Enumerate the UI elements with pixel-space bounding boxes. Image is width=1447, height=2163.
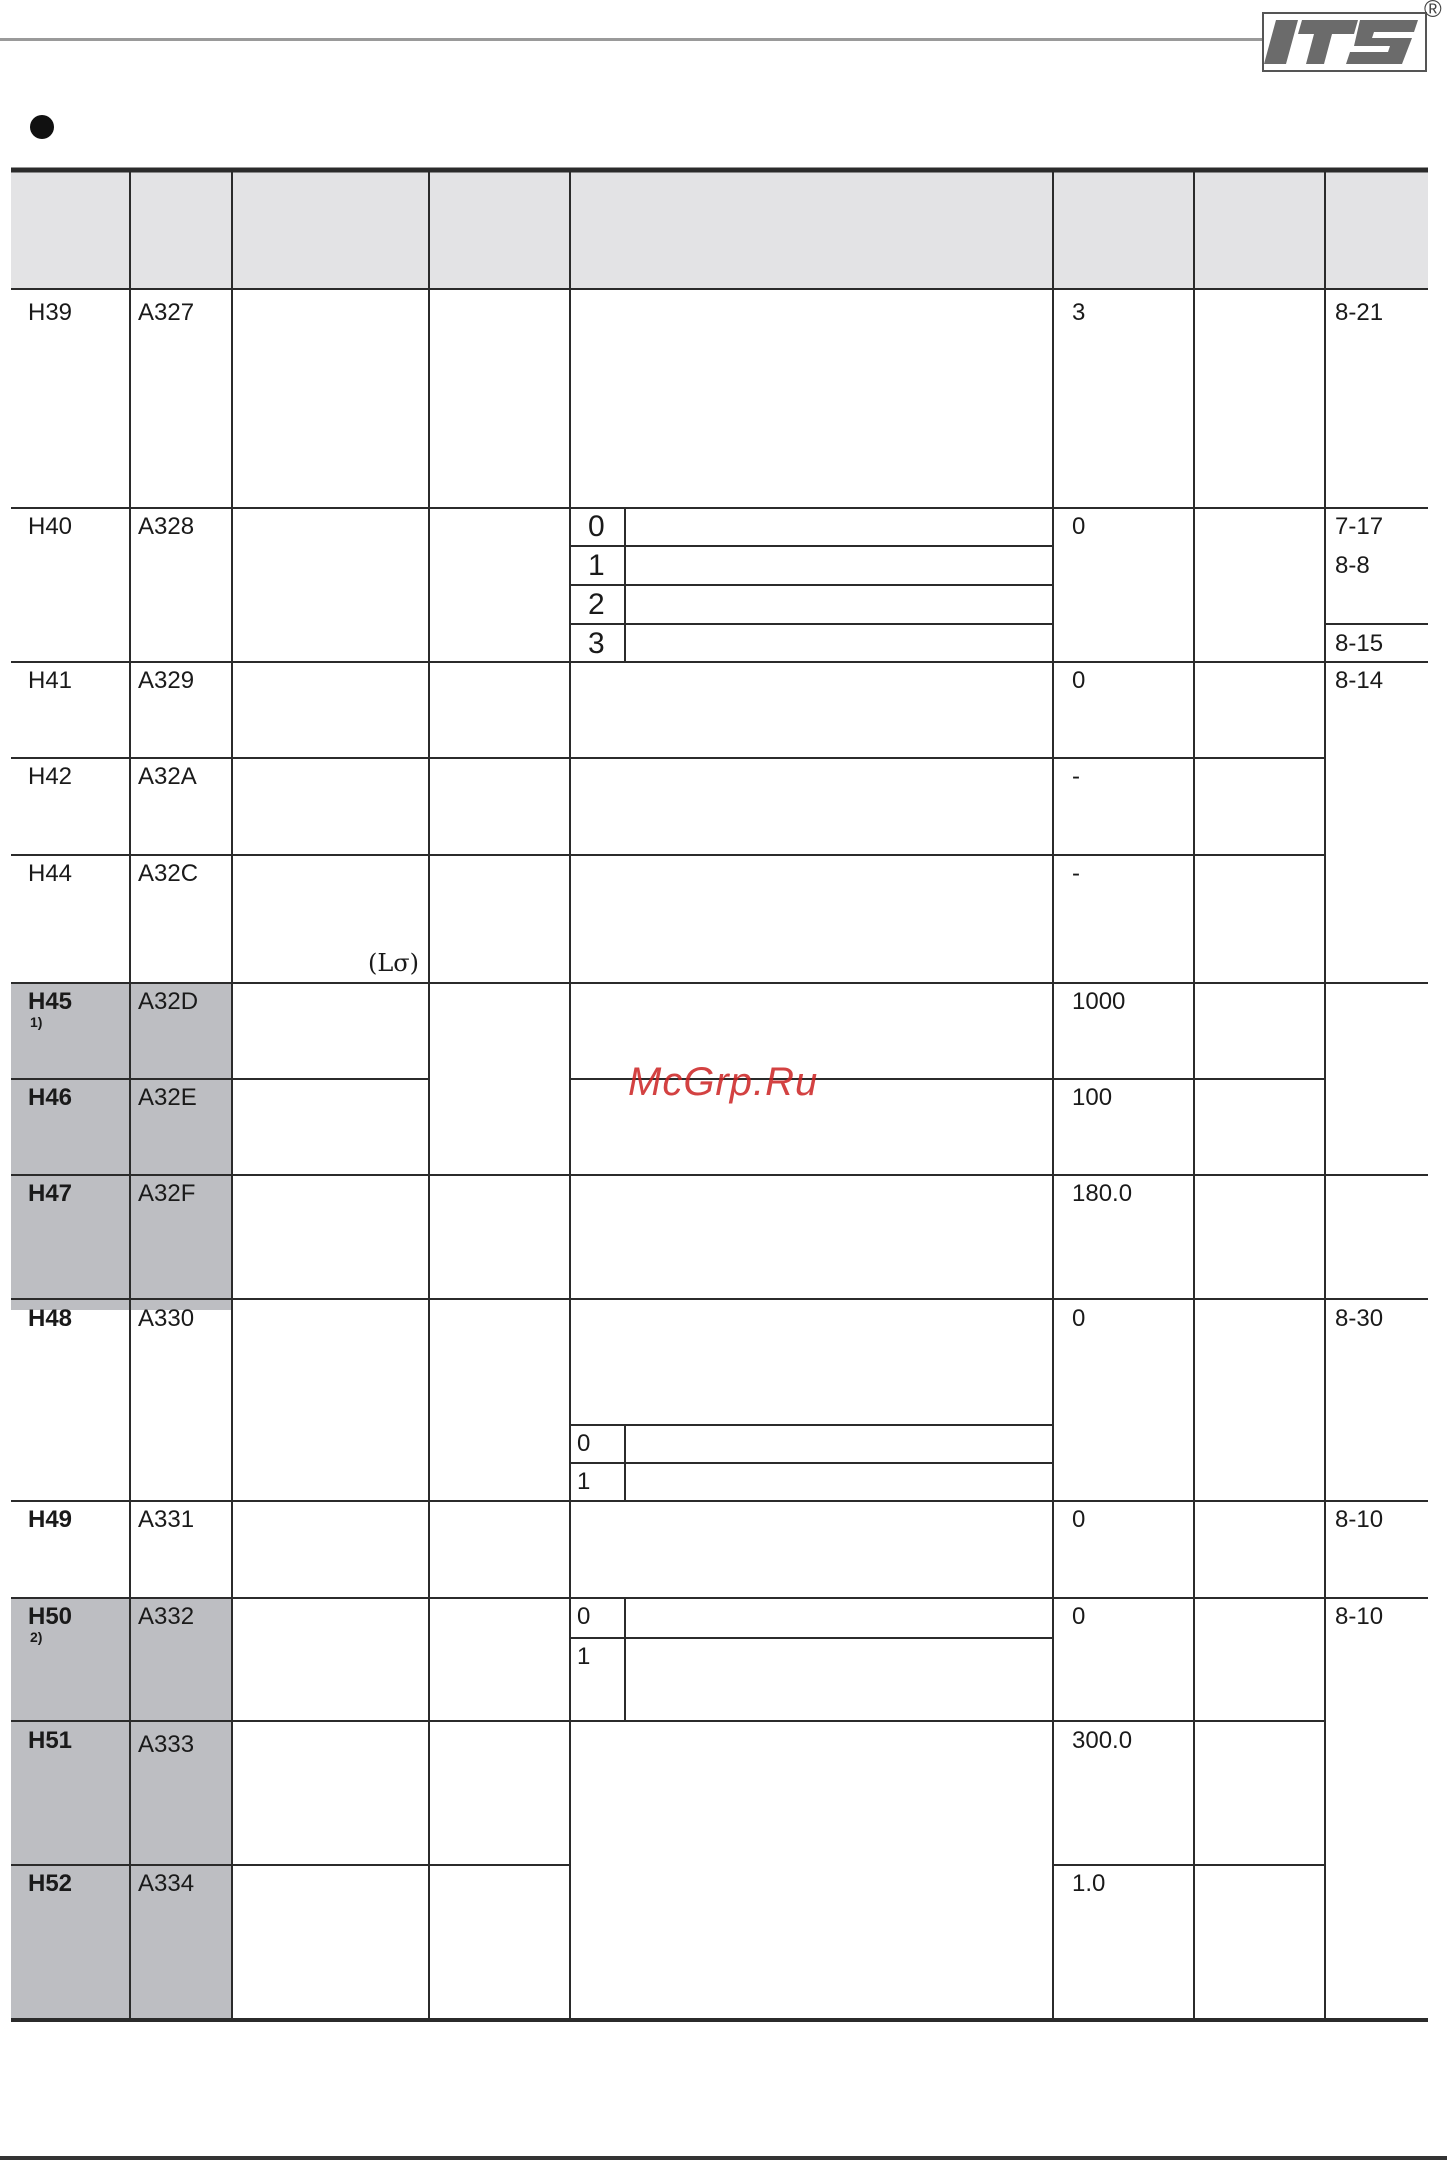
- default-cell: 1000: [1072, 988, 1126, 1015]
- default-cell: 0: [1072, 1603, 1086, 1630]
- option-value: 0: [577, 1430, 591, 1457]
- option-value: 2: [588, 588, 605, 621]
- code-cell: H51: [28, 1727, 73, 1754]
- code-cell: H52: [28, 1870, 73, 1897]
- option-value: 1: [577, 1643, 591, 1670]
- address-cell: A328: [138, 513, 195, 540]
- option-value: 3: [588, 627, 605, 660]
- bullet-icon: [30, 115, 54, 139]
- option-value: 0: [577, 1603, 591, 1630]
- symbol-label: (Lσ): [368, 949, 420, 977]
- option-value: 1: [588, 549, 605, 582]
- code-cell: H39: [28, 299, 73, 326]
- address-cell: A334: [138, 1870, 195, 1897]
- default-cell: 1.0: [1072, 1870, 1106, 1897]
- address-cell: A332: [138, 1603, 195, 1630]
- page-ref-cell: 8-8: [1335, 552, 1370, 579]
- address-cell: A32A: [138, 763, 197, 790]
- code-cell: H49: [28, 1506, 73, 1533]
- code-cell: H42: [28, 763, 73, 790]
- default-cell: 100: [1072, 1084, 1113, 1111]
- address-cell: A330: [138, 1305, 195, 1332]
- code-cell: H46: [28, 1084, 73, 1111]
- code-cell: H40: [28, 513, 73, 540]
- address-cell: A331: [138, 1506, 195, 1533]
- header-rule: [0, 38, 1262, 41]
- address-cell: A32F: [138, 1180, 196, 1207]
- registered-mark: ®: [1424, 0, 1442, 23]
- footnote-marker: 1): [30, 1014, 43, 1030]
- default-cell: -: [1072, 763, 1080, 790]
- address-cell: A329: [138, 667, 195, 694]
- option-value: 0: [588, 510, 605, 543]
- code-cell: H41: [28, 667, 73, 694]
- address-cell: A32C: [138, 860, 199, 887]
- address-cell: A32D: [138, 988, 199, 1015]
- default-cell: 0: [1072, 1305, 1086, 1332]
- footer-rule: [0, 2156, 1447, 2160]
- page-ref-cell: 8-15: [1335, 630, 1384, 657]
- default-cell: 0: [1072, 1506, 1086, 1533]
- page-ref-cell: 8-10: [1335, 1506, 1384, 1533]
- page-ref-cell: 8-14: [1335, 667, 1384, 694]
- default-cell: 0: [1072, 513, 1086, 540]
- default-cell: 3: [1072, 299, 1086, 326]
- code-cell: H45: [28, 988, 73, 1015]
- page-ref-cell: 8-30: [1335, 1305, 1384, 1332]
- default-cell: -: [1072, 860, 1080, 887]
- page-ref-cell: 8-10: [1335, 1603, 1384, 1630]
- default-cell: 180.0: [1072, 1180, 1133, 1207]
- page-ref-cell: 7-17: [1335, 513, 1384, 540]
- address-cell: A333: [138, 1731, 195, 1758]
- code-cell: H47: [28, 1180, 73, 1207]
- address-cell: A327: [138, 299, 195, 326]
- page-ref-cell: 8-21: [1335, 299, 1384, 326]
- watermark: McGrp.Ru: [628, 1060, 819, 1104]
- code-cell: H44: [28, 860, 73, 887]
- default-cell: 300.0: [1072, 1727, 1133, 1754]
- address-cell: A32E: [138, 1084, 197, 1111]
- default-cell: 0: [1072, 667, 1086, 694]
- option-value: 1: [577, 1468, 591, 1495]
- code-cell: H48: [28, 1305, 73, 1332]
- code-cell: H50: [28, 1603, 73, 1630]
- footnote-marker: 2): [30, 1629, 43, 1645]
- brand-logo: [1262, 12, 1427, 72]
